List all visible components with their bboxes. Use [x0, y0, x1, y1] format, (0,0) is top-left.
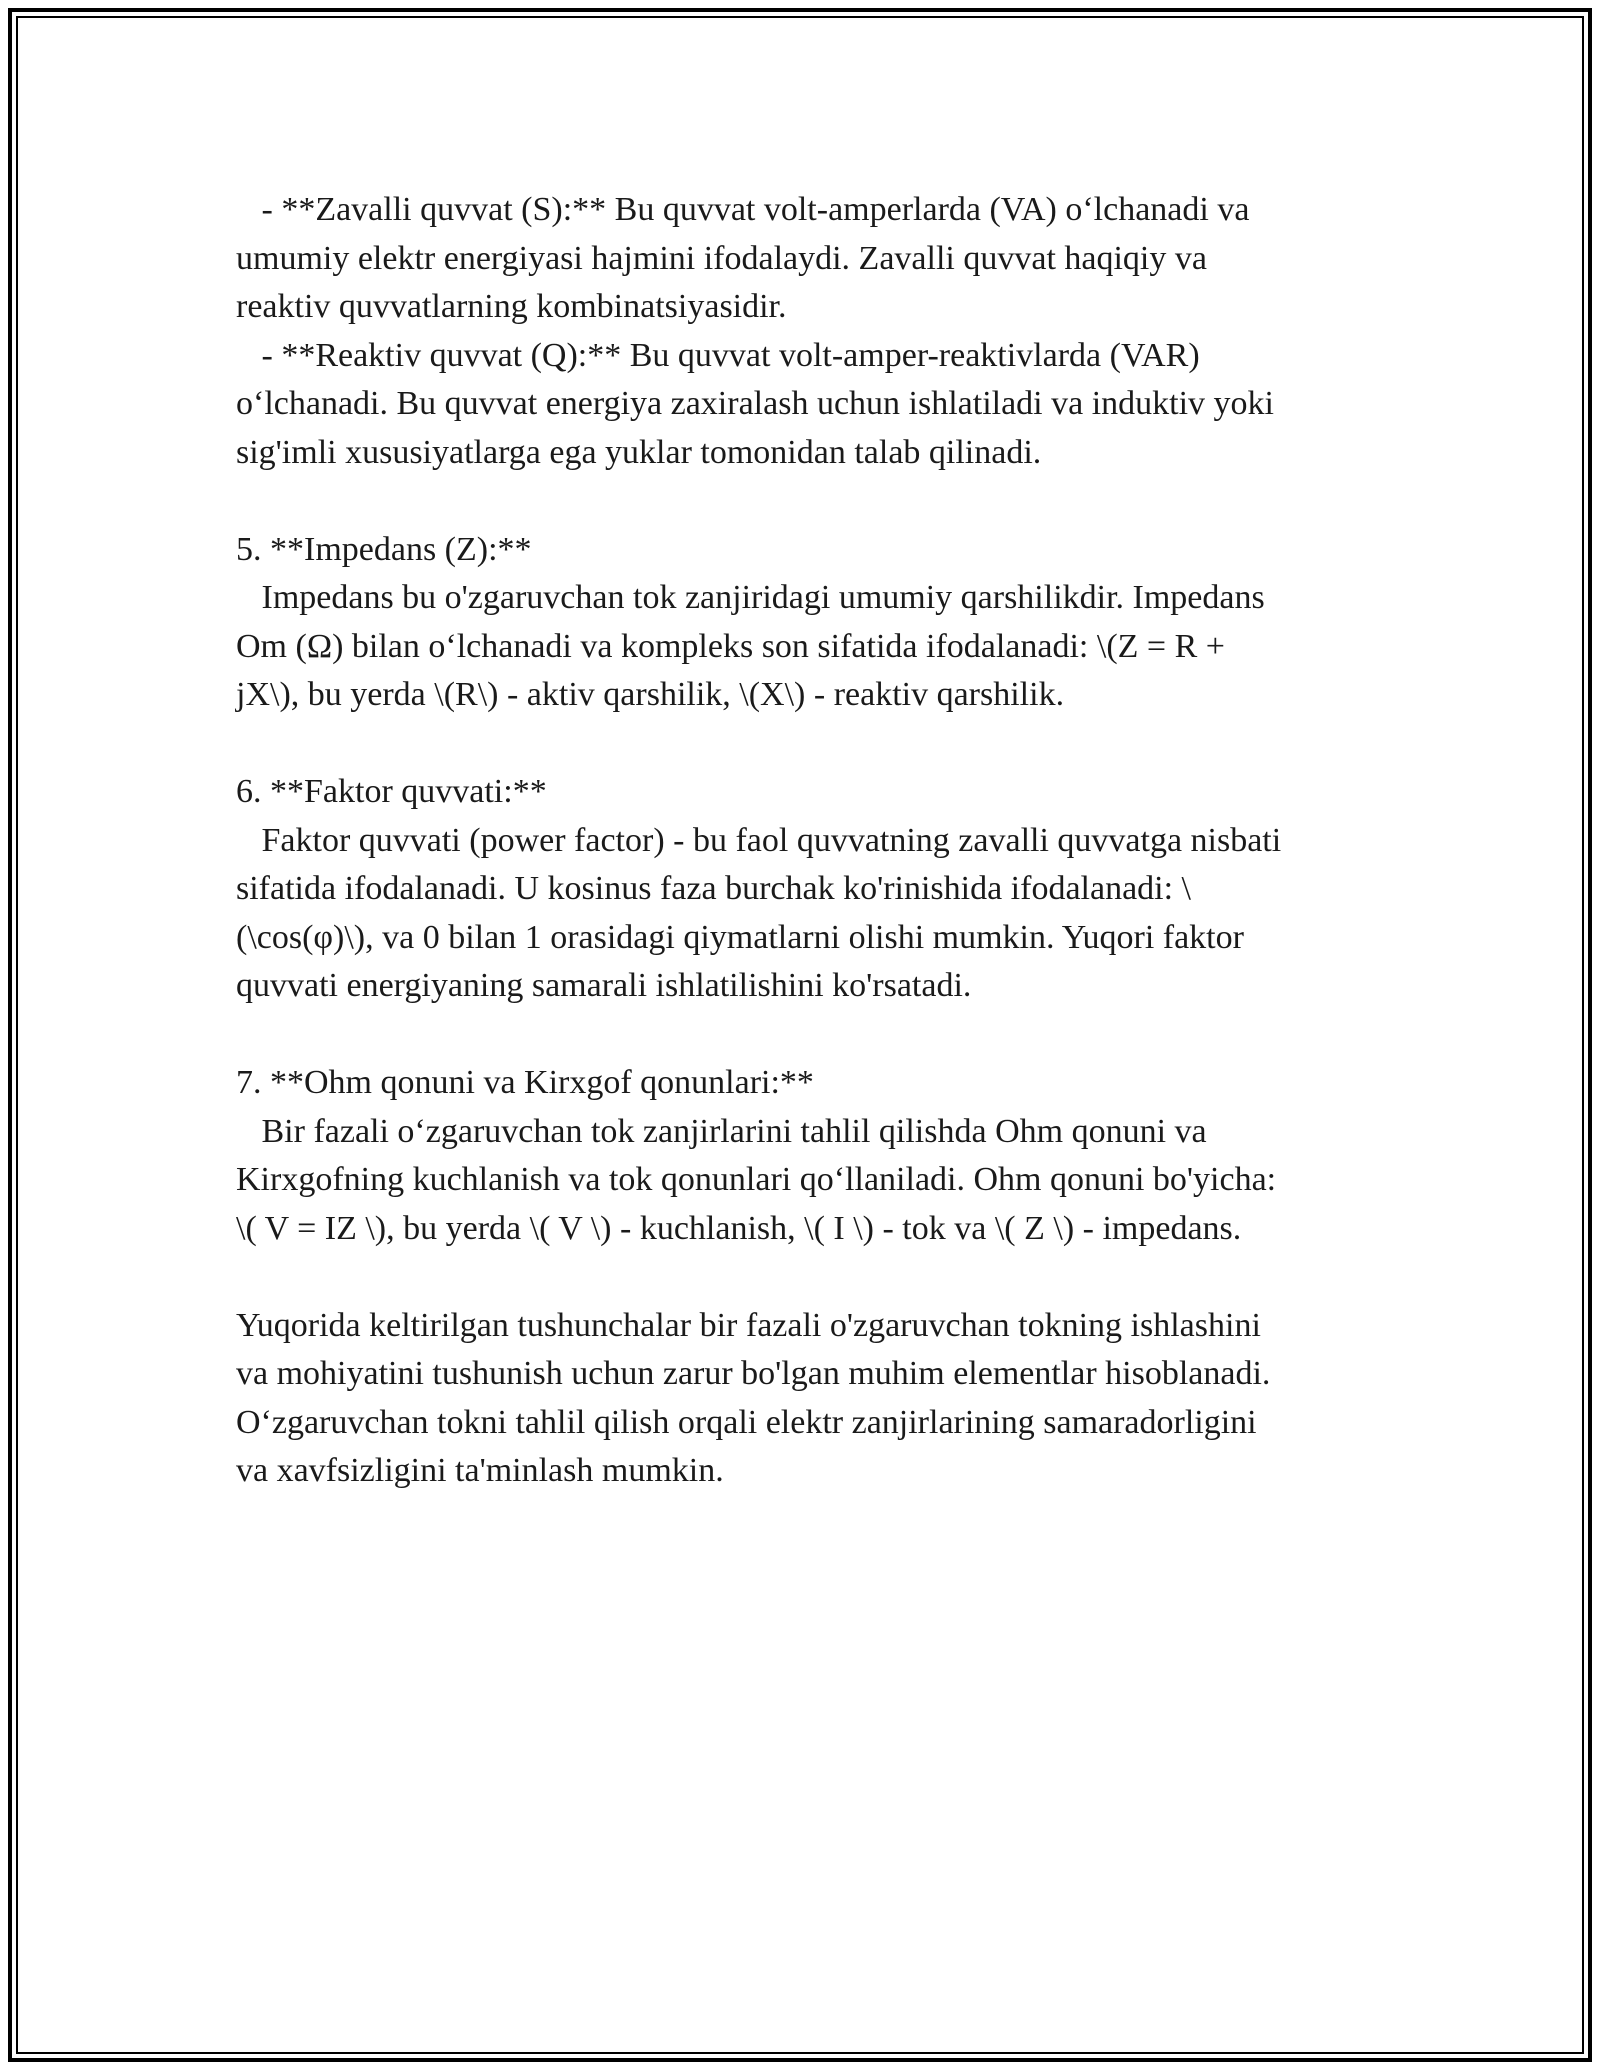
paragraph-spacer — [236, 477, 1386, 526]
text-line: (\cos(φ)\), va 0 bilan 1 orasidagi qiymatlarni olishi mumkin. Yuqori faktor — [236, 918, 1244, 956]
text-line: - **Reaktiv quvvat (Q):** Bu quvvat volt-amper-reaktivlarda (VAR) — [236, 336, 1200, 374]
text-line: Bir fazali o‘zgaruvchan tok zanjirlarini tahlil qilishda Ohm qonuni va — [236, 1112, 1207, 1150]
section-impedans — [236, 526, 1386, 720]
text-line: reaktiv quvvatlarning kombinatsiyasidir. — [236, 288, 787, 325]
text-line: sig'imli xususiyatlarga ega yuklar tomonidan talab qilinadi. — [236, 433, 1042, 471]
paragraph-spacer — [236, 1253, 1386, 1302]
text-line: Faktor quvvati (power factor) - bu faol quvvatning zavalli quvvatga nisbati — [236, 821, 1282, 859]
section-heading: 7. **Ohm qonuni va Kirxgof qonunlari:** — [236, 1064, 814, 1101]
text-line: jX\), bu yerda \(R\) - aktiv qarshilik, \(X\) - reaktiv qarshilik. — [236, 676, 1065, 713]
text-line: sifatida ifodalanadi. U kosinus faza burchak ko'rinishida ifodalanadi: \ — [236, 870, 1192, 907]
paragraph-power-types — [236, 186, 1386, 477]
section-heading: 6. **Faktor quvvati:** — [236, 773, 547, 810]
document-body — [236, 186, 1386, 1496]
section-ohm-kirxgof — [236, 1059, 1386, 1253]
text-line: umumiy elektr energiyasi hajmini ifodalaydi. Zavalli quvvat haqiqiy va — [236, 239, 1207, 277]
section-heading: 5. **Impedans (Z):** — [236, 530, 532, 568]
text-line: quvvati energiyaning samarali ishlatilishini ko'rsatadi. — [236, 967, 972, 1004]
text-line: - **Zavalli quvvat (S):** Bu quvvat volt-amperlarda (VA) o‘lchanadi va — [236, 191, 1250, 228]
text-line: o‘lchanadi. Bu quvvat energiya zaxiralash uchun ishlatiladi va induktiv yoki — [236, 385, 1274, 422]
text-line: Om (Ω) bilan o‘lchanadi va kompleks son sifatida ifodalanadi: \(Z = R + — [236, 627, 1225, 665]
text-line: va mohiyatini tushunish uchun zarur bo'lgan muhim elementlar hisoblanadi. — [236, 1355, 1271, 1392]
text-line: Yuqorida keltirilgan tushunchalar bir fazali o'zgaruvchan tokning ishlashini — [236, 1306, 1261, 1344]
text-line: va xavfsizligini ta'minlash mumkin. — [236, 1452, 724, 1489]
section-faktor-quvvati — [236, 768, 1386, 1011]
paragraph-conclusion — [236, 1302, 1386, 1496]
paragraph-spacer — [236, 1011, 1386, 1060]
text-line: \( V = IZ \), bu yerda \( V \) - kuchlanish, \( I \) - tok va \( Z \) - impedans. — [236, 1209, 1242, 1247]
text-line: Kirxgofning kuchlanish va tok qonunlari qo‘llaniladi. Ohm qonuni bo'yicha: — [236, 1161, 1277, 1198]
text-line: Impedans bu o'zgaruvchan tok zanjiridagi umumiy qarshilikdir. Impedans — [236, 579, 1265, 616]
text-line: O‘zgaruvchan tokni tahlil qilish orqali elektr zanjirlarining samaradorligini — [236, 1403, 1257, 1441]
paragraph-spacer — [236, 720, 1386, 769]
